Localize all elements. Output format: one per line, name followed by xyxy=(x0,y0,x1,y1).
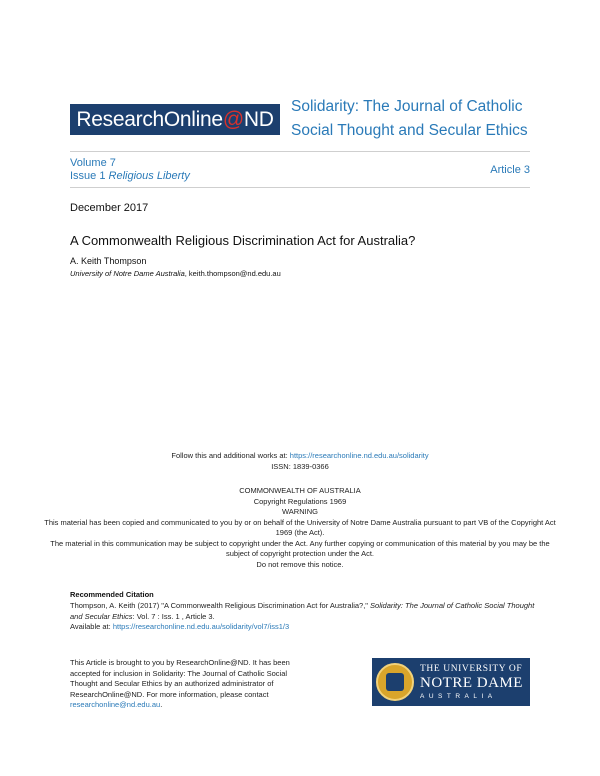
follow-link[interactable]: https://researchonline.nd.edu.au/solidarity xyxy=(289,451,429,460)
citation-heading: Recommended Citation xyxy=(70,590,154,599)
citation-link[interactable]: https://researchonline.nd.edu.au/solidarity/vol7/iss1/3 xyxy=(112,622,290,631)
follow-block xyxy=(40,451,560,472)
copyright-line: This material has been copied and communicated to you by or on behalf of the University of Notre Dame Australia pursuant to part VB of the Copyright Act 1969 (the Act). xyxy=(44,517,556,537)
issue-info xyxy=(70,157,190,183)
publication-date: December 2017 xyxy=(70,202,149,214)
issue-name[interactable]: Religious Liberty xyxy=(108,170,190,182)
author-affiliation xyxy=(70,269,281,278)
divider xyxy=(70,151,530,152)
citation-journal: Solidarity: The Journal of Catholic Social Thought and Secular Ethics xyxy=(70,601,535,621)
researchonline-logo[interactable] xyxy=(70,104,280,135)
available-prefix: Available at: xyxy=(70,622,113,631)
citation-before: Thompson, A. Keith (2017) "A Commonwealth Religious Discrimination Act for Australia?," xyxy=(70,601,371,610)
journal-title-link[interactable]: Solidarity: The Journal of Catholic Social Thought and Secular Ethics xyxy=(291,98,528,139)
logo-text-nd: ND xyxy=(243,108,274,131)
divider xyxy=(70,187,530,188)
logo-text-main: ResearchOnline xyxy=(76,108,223,131)
copyright-line: WARNING xyxy=(282,507,318,516)
nd-logo-line: NOTRE DAME xyxy=(420,675,523,691)
crest-shield-icon xyxy=(386,673,404,691)
logo-text-at: @ xyxy=(222,108,244,131)
issn: ISSN: 1839-0366 xyxy=(271,461,329,471)
citation-text xyxy=(70,601,540,633)
footer-end: . xyxy=(160,700,163,709)
article-link[interactable]: Article 3 xyxy=(490,164,530,176)
footer-text: This Article is brought to you by ResearchOnline@ND. It has been accepted for inclusion in Solidarity: The Journal of Catholic Social Thought and Secular Ethics by an authorized administrator of ResearchOnline@ND. For more information, please contact xyxy=(70,658,290,699)
copyright-line: Copyright Regulations 1969 xyxy=(253,496,347,506)
affiliation-name: University of Notre Dame Australia xyxy=(70,269,185,278)
footer-notice xyxy=(70,658,290,711)
copyright-line: Do not remove this notice. xyxy=(256,559,344,569)
contact-email-link[interactable]: researchonline@nd.edu.au xyxy=(70,700,161,709)
copyright-notice xyxy=(40,486,560,570)
author-email: , keith.thompson@nd.edu.au xyxy=(184,269,281,278)
citation-after: : Vol. 7 : Iss. 1 , Article 3. xyxy=(132,611,215,621)
author-name: A. Keith Thompson xyxy=(70,256,147,266)
nd-logo-line: AUSTRALIA xyxy=(420,693,497,700)
issue-link[interactable]: Issue 1 xyxy=(70,170,106,182)
follow-text: Follow this and additional works at: xyxy=(171,451,290,460)
volume-link[interactable]: Volume 7 xyxy=(70,157,116,169)
notre-dame-logo[interactable] xyxy=(372,658,530,706)
crest-icon xyxy=(376,663,414,701)
copyright-line: COMMONWEALTH OF AUSTRALIA xyxy=(239,486,361,495)
paper-title: A Commonwealth Religious Discrimination Act for Australia? xyxy=(70,233,416,248)
copyright-line: The material in this communication may be subject to copyright under the Act. Any further copying or communication of this material by you may be the subject of copyright protection under the Act. xyxy=(50,538,550,558)
nd-logo-line: THE UNIVERSITY OF xyxy=(420,664,523,674)
